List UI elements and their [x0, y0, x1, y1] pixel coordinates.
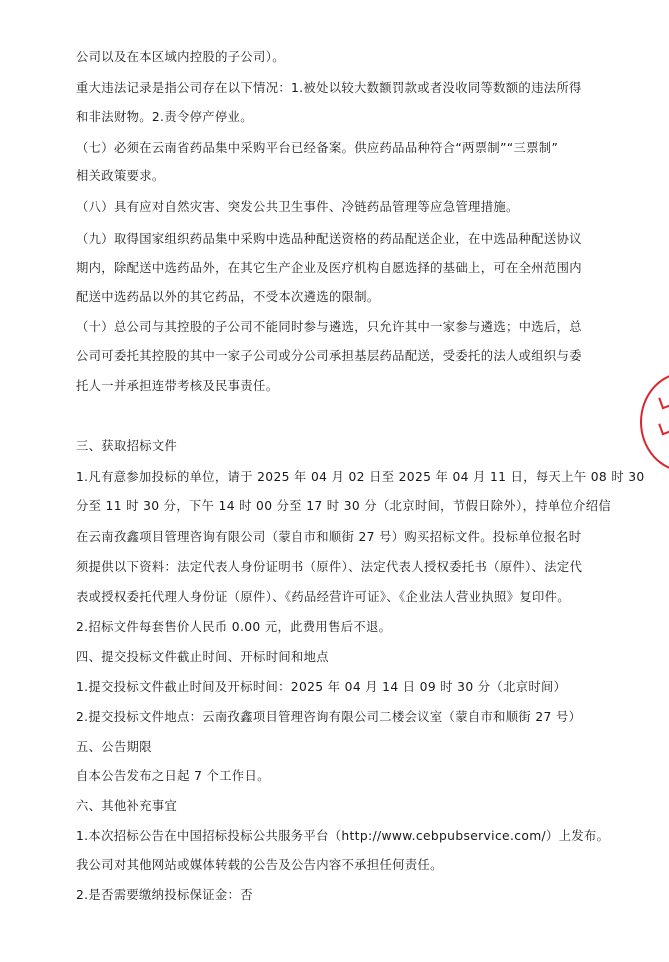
- section-heading: 六、其他补充事宜: [76, 799, 178, 813]
- text-line: 自本公告发布之日起 7 个工作日。: [76, 769, 270, 783]
- text-line: 托人一并承担连带考核及民事责任。: [76, 379, 279, 393]
- text-line: 重大违法记录是指公司存在以下情况：1.被处以较大数额罚款或者没收同等数额的违法所得: [76, 81, 582, 95]
- section-heading: 四、提交投标文件截止时间、开标时间和地点: [76, 650, 329, 664]
- text-line: 和非法财物。2.责令停产停业。: [76, 110, 253, 124]
- text-line: 分至 11 时 30 分，下午 14 时 00 分至 17 时 30 分（北京时间，节假日除外），持单位介绍信: [76, 499, 612, 513]
- text-line: 表或授权委托代理人身份证（原件）、《药品经营许可证》、《企业法人营业执照》复印件。: [76, 590, 570, 604]
- text-line: 相关政策要求。: [76, 169, 165, 183]
- text-line: 配送中选药品以外的其它药品，不受本次遴选的限制。: [76, 290, 380, 304]
- text-line: 须提供以下资料：法定代表人身份证明书（原件）、法定代表人授权委托书（原件）、法定代: [76, 560, 583, 574]
- text-line: 2.提交投标文件地点：云南孜鑫项目管理咨询有限公司二楼会议室（蒙自市和顺街 27 号）: [76, 710, 582, 724]
- text-line: 2.是否需要缴纳投标保证金：否: [76, 888, 253, 902]
- text-line: 期内，除配送中选药品外，在其它生产企业及医疗机构自愿选择的基础上，可在全州范围内: [76, 261, 582, 275]
- text-line: 2.招标文件每套售价人民币 0.00 元，此费用售后不退。: [76, 620, 392, 634]
- text-line: 1.本次招标公告在中国招标投标公共服务平台（http://www.cebpubservice.com/）上发布。: [76, 829, 610, 843]
- text-line: 公司可委托其控股的其中一家子公司或分公司承担基层药品配送，受委托的法人或组织与委: [76, 349, 582, 363]
- text-line: （八）具有应对自然灾害、突发公共卫生事件、冷链药品管理等应急管理措施。: [76, 200, 519, 214]
- text-line: 我公司对其他网站或媒体转载的公告及公告内容不承担任何责任。: [76, 858, 443, 872]
- text-line: 公司以及在本区域内控股的子公司）。: [76, 50, 285, 64]
- text-line: 在云南孜鑫项目管理咨询有限公司（蒙自市和顺街 27 号）购买招标文件。投标单位报名时: [76, 530, 582, 544]
- seal-glyph: [658, 395, 669, 410]
- text-line: 1.凡有意参加投标的单位，请于 2025 年 04 月 02 日至 2025 年 04 月 11 日，每天上午 08 时 30: [76, 470, 645, 484]
- company-seal: [640, 372, 669, 472]
- section-heading: 五、公告期限: [76, 740, 152, 754]
- text-line: （九）取得国家组织药品集中采购中选品种配送资格的药品配送企业，在中选品种配送协议: [76, 232, 582, 246]
- text-line: （七）必须在云南省药品集中采购平台已经备案。供应药品品种符合“两票制”“三票制”: [76, 141, 559, 155]
- text-line: 1.提交投标文件截止时间及开标时间：2025 年 04 月 14 日 09 时 30 分（北京时间）: [76, 680, 567, 694]
- text-line: （十）总公司与其控股的子公司不能同时参与遴选，只允许其中一家参与遴选；中选后，总: [76, 320, 582, 334]
- seal-glyph: [658, 421, 669, 436]
- section-heading: 三、获取招标文件: [76, 439, 178, 453]
